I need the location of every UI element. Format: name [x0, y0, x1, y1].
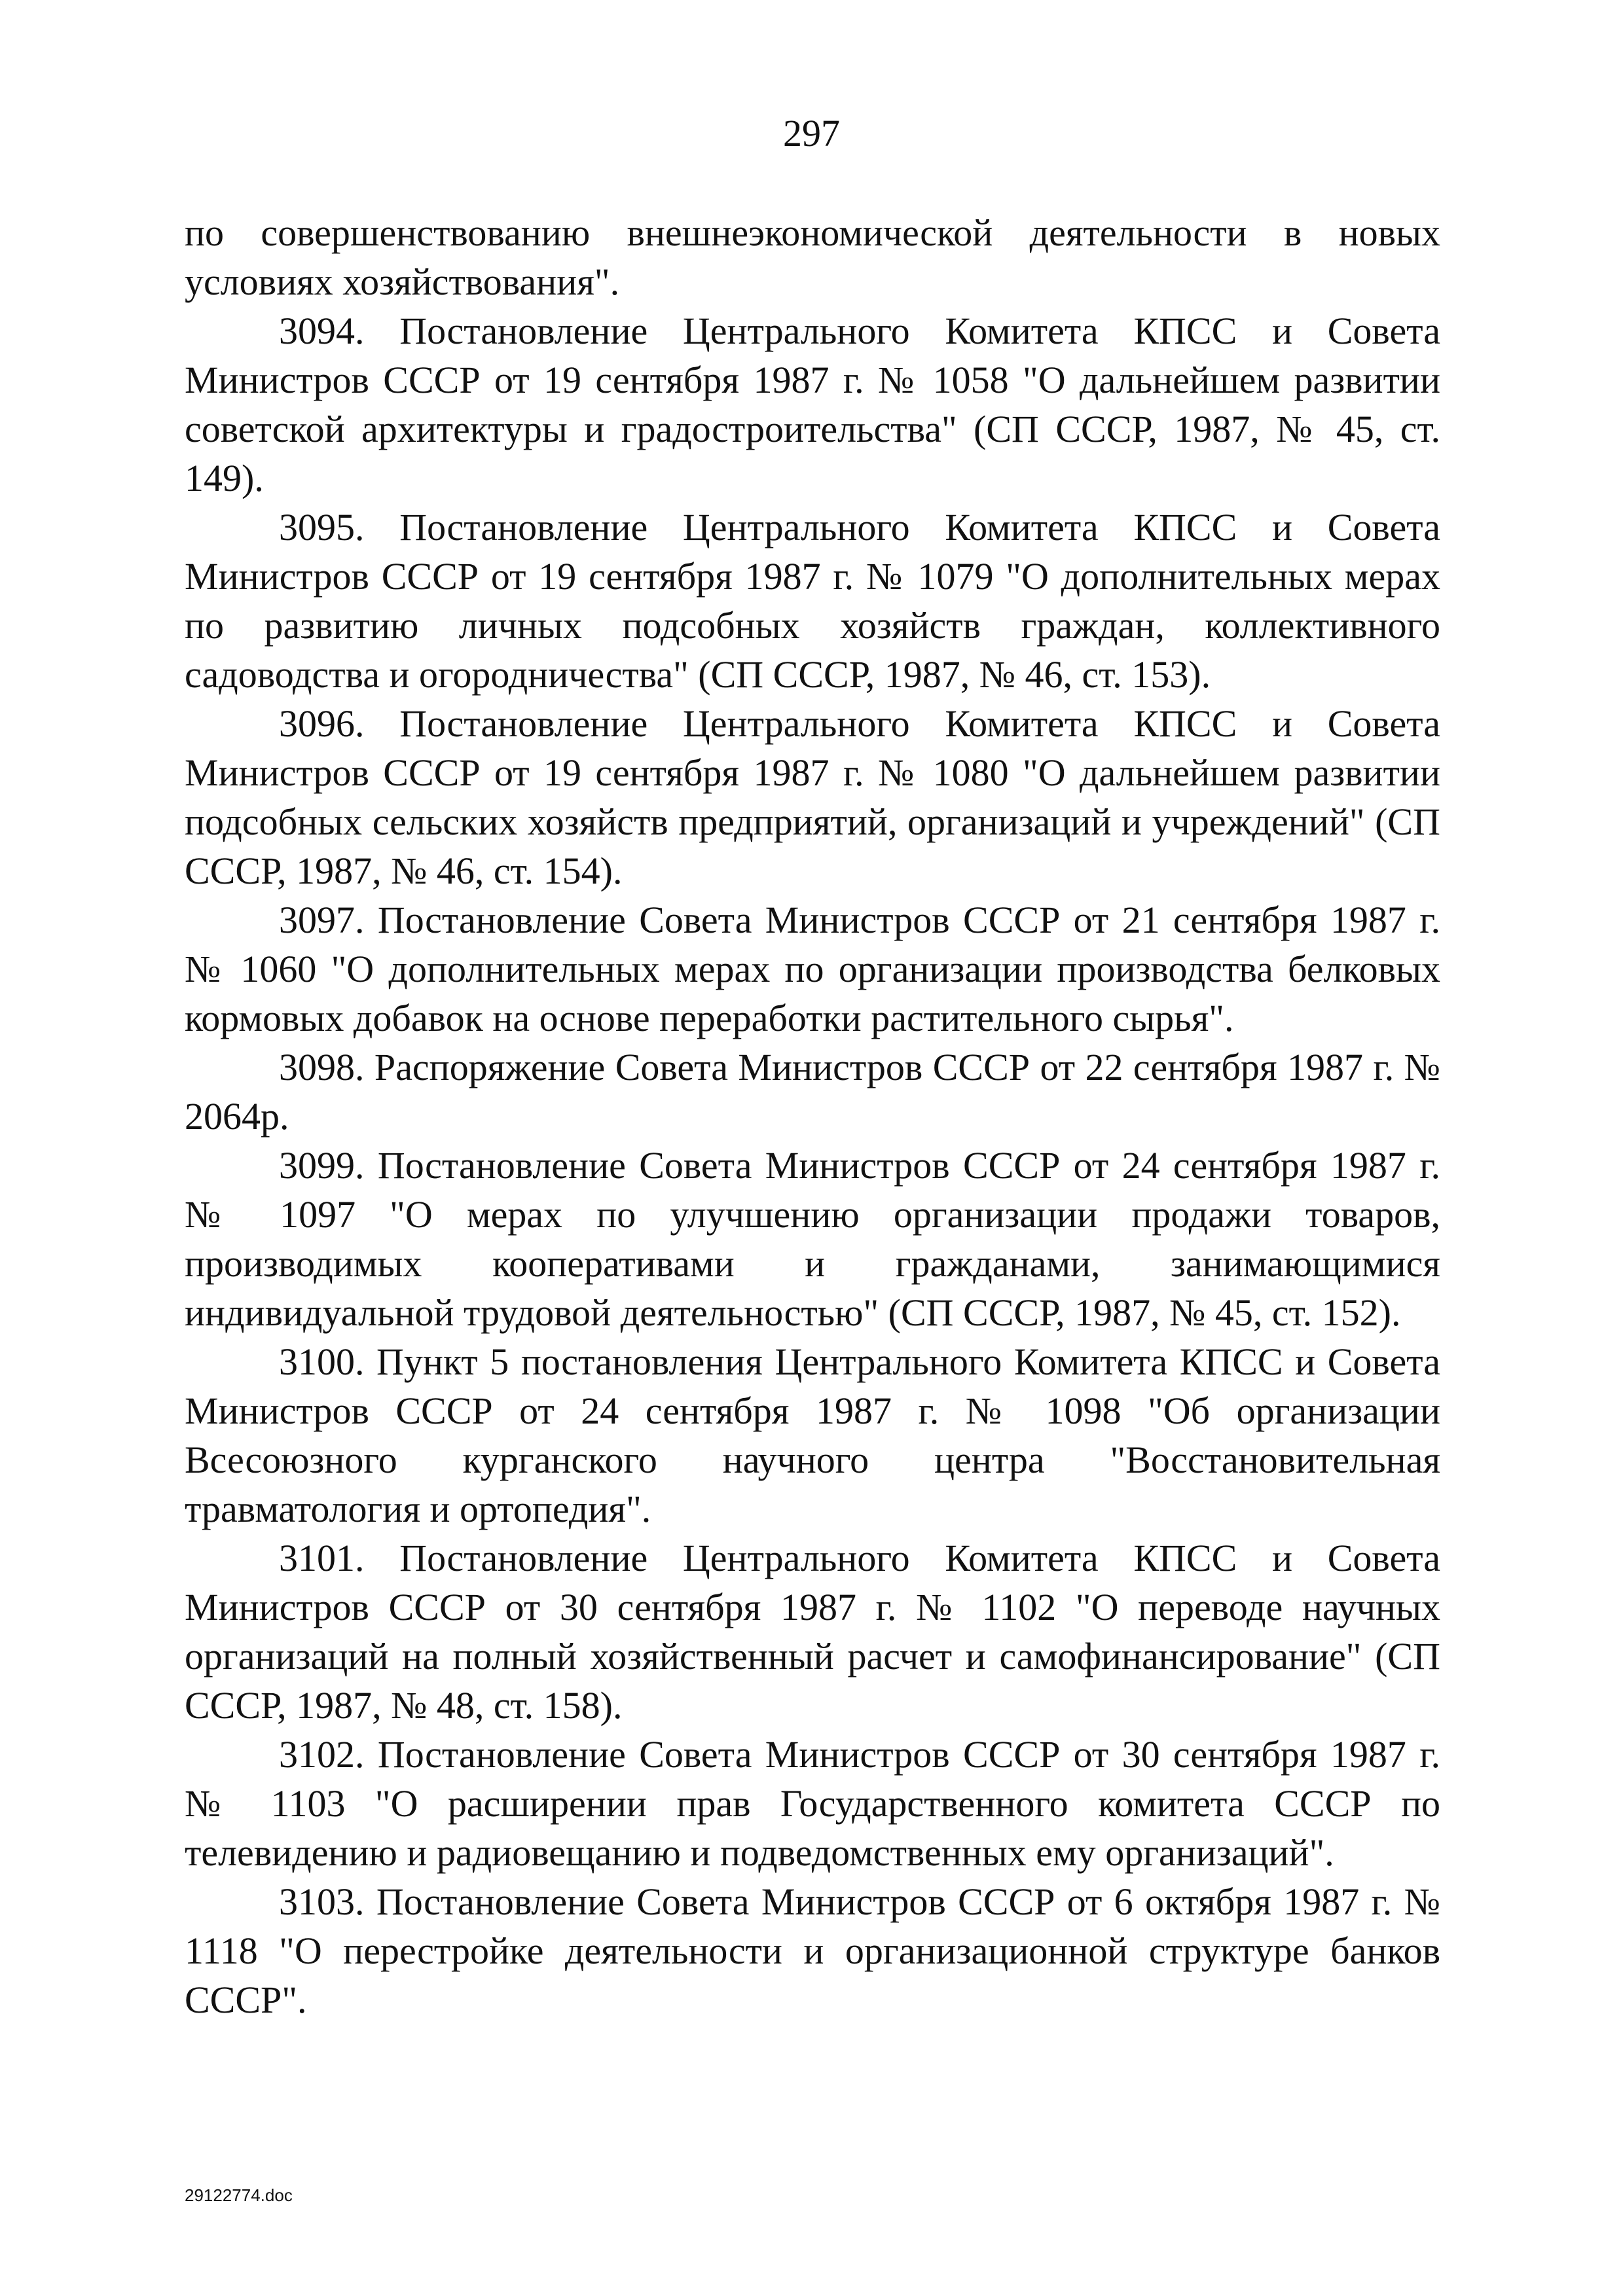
entry-3097: 3097. Постановление Совета Министров СССР от 21 сентября 1987 г. № 1060 "О дополнительных мерах по организации производства белковых кормовых добавок на основе переработки растительного сырья". — [185, 899, 1440, 1039]
entry-3095: 3095. Постановление Центрального Комитета КПСС и Совета Министров СССР от 19 сентября 1987 г. № 1079 "О дополнительных мерах по развитию личных подсобных хозяйств граждан, коллективного садоводства и огородничества" (СП СССР, 1987, № 46, ст. 153). — [185, 506, 1440, 696]
footer-filename: 29122774.doc — [185, 2185, 293, 2205]
entry-3100: 3100. Пункт 5 постановления Центрального Комитета КПСС и Совета Министров СССР от 24 сентября 1987 г. № 1098 "Об организации Всесоюзного курганского научного центра "Восстановительная травматология и ортопедия". — [185, 1340, 1440, 1530]
entry-3098: 3098. Распоряжение Совета Министров СССР от 22 сентября 1987 г. № 2064р. — [185, 1046, 1440, 1138]
paragraph-continuation: по совершенствованию внешнеэкономической деятельности в новых условиях хозяйствования". — [185, 211, 1440, 303]
page-number: 297 — [783, 112, 840, 154]
entry-3094: 3094. Постановление Центрального Комитета КПСС и Совета Министров СССР от 19 сентября 1987 г. № 1058 "О дальнейшем развитии советской архитектуры и градостроительства" (СП СССР, 1987, № 45, ст. 149). — [185, 310, 1440, 499]
entry-3102: 3102. Постановление Совета Министров СССР от 30 сентября 1987 г. № 1103 "О расширении прав Государственного комитета СССР по телевидению и радиовещанию и подведомственных ему организаций". — [185, 1733, 1440, 1874]
entry-3103: 3103. Постановление Совета Министров СССР от 6 октября 1987 г. № 1118 "О перестройке деятельности и организационной структуре банков СССР". — [185, 1880, 1440, 2021]
document-body — [185, 208, 1440, 2024]
entry-3101: 3101. Постановление Центрального Комитета КПСС и Совета Министров СССР от 30 сентября 1987 г. № 1102 "О переводе научных организаций на полный хозяйственный расчет и самофинансирование" (СП СССР, 1987, № 48, ст. 158). — [185, 1537, 1440, 1727]
entry-3096: 3096. Постановление Центрального Комитета КПСС и Совета Министров СССР от 19 сентября 1987 г. № 1080 "О дальнейшем развитии подсобных сельских хозяйств предприятий, организаций и учреждений" (СП СССР, 1987, № 46, ст. 154). — [185, 702, 1440, 892]
entry-3099: 3099. Постановление Совета Министров СССР от 24 сентября 1987 г. № 1097 "О мерах по улучшению организации продажи товаров, производимых кооперативами и гражданами, занимающимися индивидуальной трудовой деятельностью" (СП СССР, 1987, № 45, ст. 152). — [185, 1144, 1440, 1334]
